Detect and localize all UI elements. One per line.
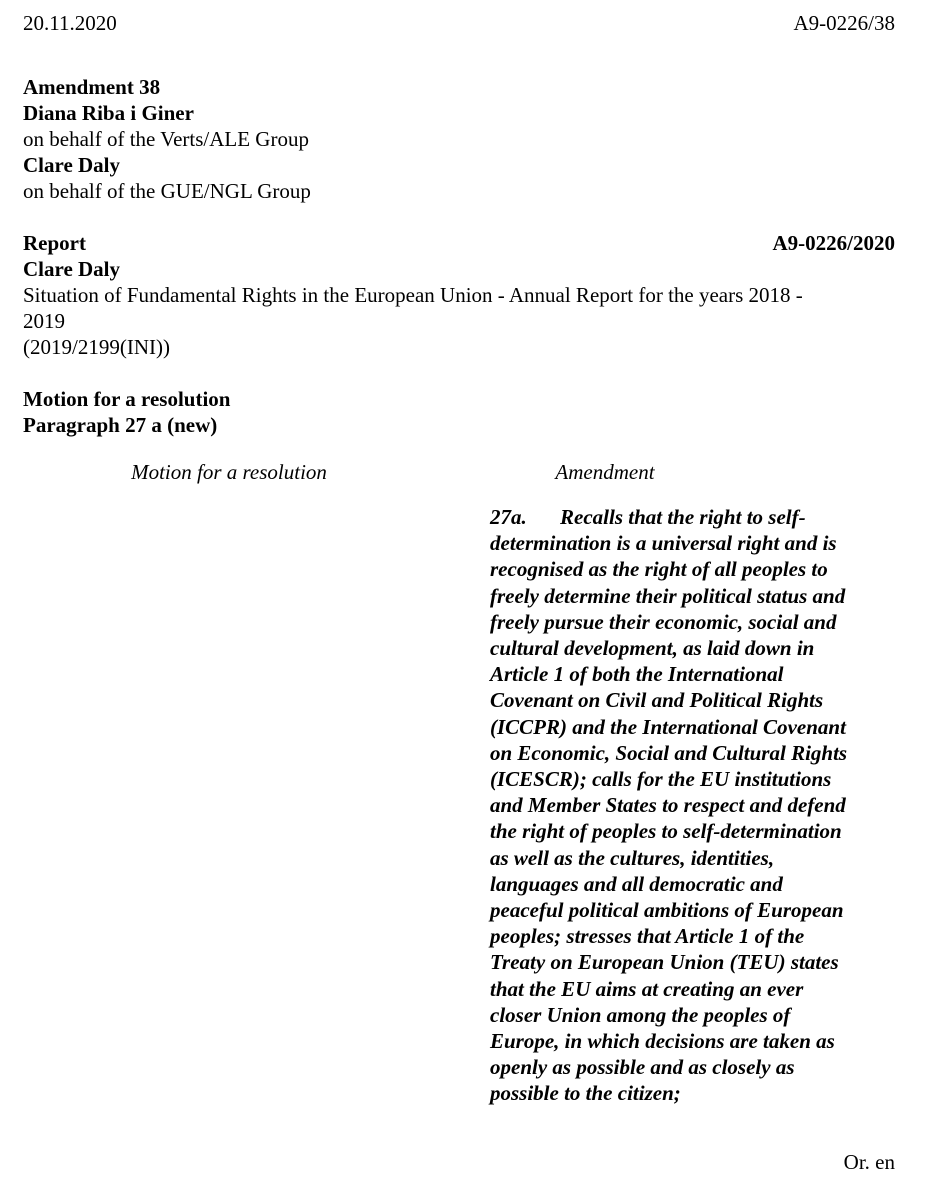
paragraph-number: 27a. <box>490 505 527 529</box>
amendment-text-line: Covenant on Civil and Political Rights <box>490 688 824 713</box>
document-reference: A9-0226/38 <box>793 11 895 35</box>
amendment-authors-block <box>23 74 895 204</box>
amendment-text-line: cultural development, as laid down in <box>490 636 815 661</box>
motion-title: Motion for a resolution <box>23 387 231 411</box>
amendment-text-line: recognised as the right of all peoples to <box>490 557 828 582</box>
amendment-text-line: languages and all democratic and <box>490 871 783 896</box>
report-rapporteur: Clare Daly <box>23 257 121 281</box>
right-column-heading: Amendment <box>555 460 655 484</box>
amendment-text-line: Article 1 of both the International <box>490 662 784 687</box>
amendment-title: Amendment 38 <box>23 75 161 99</box>
amendment-text <box>490 504 895 1107</box>
document-page <box>23 10 895 1107</box>
amendment-text-line: peaceful political ambitions of European <box>490 898 844 923</box>
amendment-text-line: Treaty on European Union (TEU) states <box>490 950 839 975</box>
amendment-text-line: peoples; stresses that Article 1 of the <box>490 924 805 949</box>
author-group: on behalf of the GUE/NGL Group <box>23 179 311 203</box>
left-column <box>23 459 435 1107</box>
report-title-line: Situation of Fundamental Rights in the European Union - Annual Report for the years 2018 - <box>23 283 803 307</box>
report-reference: A9-0226/2020 <box>772 231 895 255</box>
amendment-text-line: that the EU aims at creating an ever <box>490 976 804 1001</box>
report-label: Report <box>23 231 86 255</box>
author-group: on behalf of the Verts/ALE Group <box>23 127 309 151</box>
report-block <box>23 230 895 360</box>
amendment-text-line: (ICCPR) and the International Covenant <box>490 714 846 739</box>
amendment-text-line: freely determine their political status and <box>490 583 846 608</box>
report-procedure: (2019/2199(INI)) <box>23 335 170 359</box>
amendment-text-line: Europe, in which decisions are taken as <box>490 1029 835 1054</box>
amendment-text-line: freely pursue their economic, social and <box>490 609 837 634</box>
amendment-text-line: determination is a universal right and is <box>490 531 837 556</box>
right-column <box>435 459 895 1107</box>
amendment-text-line: and Member States to respect and defend <box>490 793 846 818</box>
document-date: 20.11.2020 <box>23 11 117 35</box>
document-header <box>23 10 895 36</box>
amendment-text-line: (ICESCR); calls for the EU institutions <box>490 767 832 792</box>
amendment-text-line: possible to the citizen; <box>490 1081 681 1106</box>
amendment-text-line: as well as the cultures, identities, <box>490 845 775 870</box>
left-column-heading: Motion for a resolution <box>131 460 327 484</box>
author-name: Diana Riba i Giner <box>23 101 194 125</box>
original-language-note: Or. en <box>843 1150 895 1174</box>
author-name: Clare Daly <box>23 153 121 177</box>
amendment-text-line: the right of peoples to self-determination <box>490 819 842 844</box>
motion-block <box>23 386 895 438</box>
amendment-text-line: openly as possible and as closely as <box>490 1055 795 1080</box>
amendment-text-line: closer Union among the peoples of <box>490 1002 791 1027</box>
report-heading-row <box>23 230 895 256</box>
amendment-text-line: 27a. Recalls that the right to self- <box>490 505 806 529</box>
comparison-table <box>23 459 895 1107</box>
amendment-text-line: on Economic, Social and Cultural Rights <box>490 740 848 765</box>
report-title-line: 2019 <box>23 309 65 333</box>
motion-paragraph: Paragraph 27 a (new) <box>23 413 218 437</box>
